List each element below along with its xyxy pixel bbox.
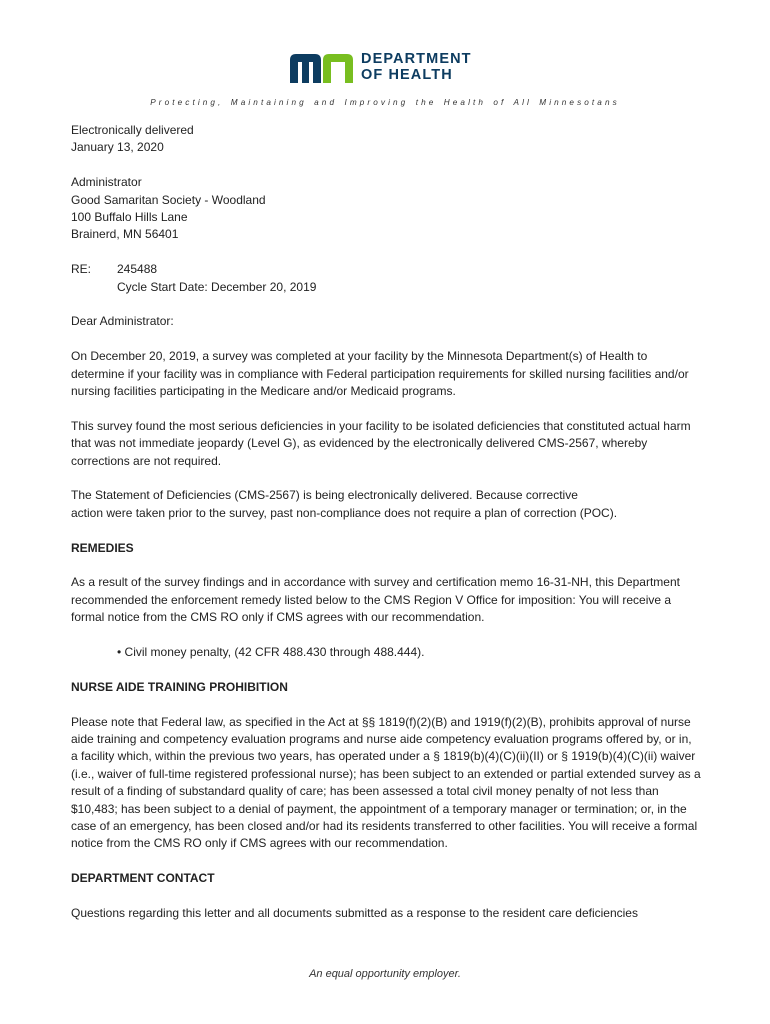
- footer-note: An equal opportunity employer.: [309, 968, 461, 980]
- logo-line2: OF HEALTH: [361, 66, 453, 83]
- recipient-title: Administrator: [71, 175, 142, 190]
- mdh-logo: [289, 52, 489, 86]
- logo-line1: DEPARTMENT: [361, 51, 472, 67]
- paragraph-cms-line2: action were taken prior to the survey, past non-compliance does not require a plan of correction (POC).: [71, 505, 618, 520]
- letter-body: [71, 122, 701, 922]
- delivery-method: Electronically delivered: [71, 123, 194, 137]
- logo-text: [361, 52, 472, 83]
- paragraph-findings: This survey found the most serious deficiencies in your facility to be isolated deficiencies that constituted actual harm that was not immediate jeopardy (Level G), as evidenced by the electronically delivered CMS-2567, whereby corrections are not required.: [71, 418, 691, 468]
- re-cycle: Cycle Start Date: December 20, 2019: [117, 279, 317, 294]
- letter-date: January 13, 2020: [71, 140, 164, 155]
- recipient-org: Good Samaritan Society - Woodland: [71, 192, 266, 207]
- contact-text: Questions regarding this letter and all documents submitted as a response to the resident care deficiencies: [71, 906, 638, 921]
- contact-heading: DEPARTMENT CONTACT: [71, 871, 215, 886]
- paragraph-cms-line1: The Statement of Deficiencies (CMS-2567) is being electronically delivered. Because corrective: [71, 488, 578, 503]
- remedies-heading: REMEDIES: [71, 540, 134, 555]
- tagline: Protecting, Maintaining and Improving the Health of All Minnesotans: [150, 98, 620, 107]
- recipient-street: 100 Buffalo Hills Lane: [71, 210, 188, 225]
- re-label: RE:: [71, 262, 92, 277]
- mn-logo-icon: [289, 52, 355, 84]
- natp-text: Please note that Federal law, as specified in the Act at §§ 1819(f)(2)(B) and 1919(f)(2)(B), prohibits approval of nurse aide training and competency evaluation programs and nurse aide competency evaluation programs offered by, or in, a facility which, within the previous two years, has operated under a § 1819(b)(4)(C)(ii)(II) or § 1919(b)(4)(C)(ii) waiver (i.e., waiver of full-time registered professional nurse); has been subject to an extended or partial extended survey as a result of a finding of substandard quality of care; has been assessed a total civil money penalty of not less than $10,483; has been subject to a denial of payment, the appointment of a temporary manager or termination; or, in the case of an emergency, has been closed and/or had its residents transferred to other facilities. You will receive a formal notice from the CMS RO only if CMS agrees with our recommendation.: [71, 714, 701, 851]
- salutation: Dear Administrator:: [71, 314, 174, 329]
- re-id: 245488: [117, 262, 158, 277]
- recipient-city: Brainerd, MN 56401: [71, 227, 179, 242]
- paragraph-survey: On December 20, 2019, a survey was completed at your facility by the Minnesota Department(s) of Health to determine if your facility was in compliance with Federal participation requirements for skilled nursing facilities and/or nursing facilities participating in the Medicare and/or Medicaid programs.: [71, 349, 689, 399]
- remedies-bullet: • Civil money penalty, (42 CFR 488.430 through 488.444).: [117, 645, 425, 660]
- natp-heading: NURSE AIDE TRAINING PROHIBITION: [71, 679, 288, 694]
- re-block: [71, 261, 701, 296]
- remedies-text: As a result of the survey findings and in accordance with survey and certification memo 16-31-NH, this Department recommended the enforcement remedy listed below to the CMS Region V Office for imposition: You will receive a formal notice from the CMS RO only if CMS agrees with our recommendation.: [71, 575, 680, 625]
